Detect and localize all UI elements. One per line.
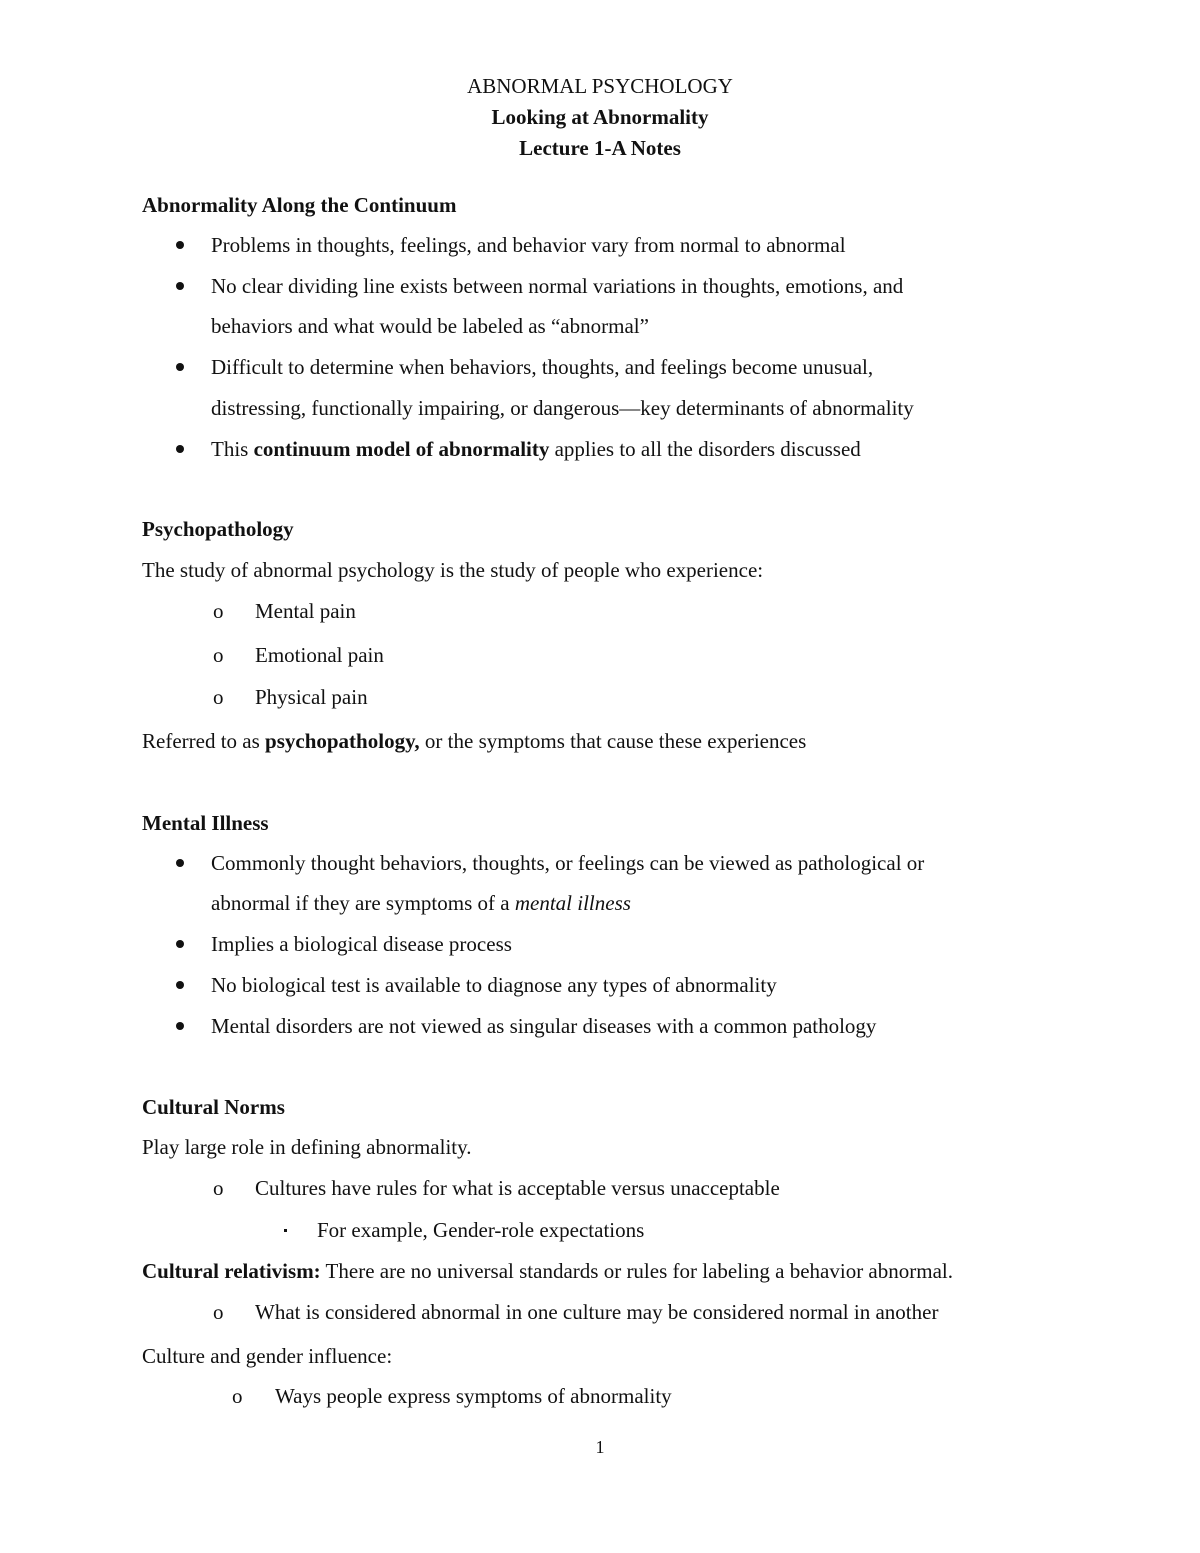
document-title: ABNORMAL PSYCHOLOGY	[467, 74, 733, 98]
circle-bullet-icon: o	[213, 643, 224, 667]
circle-bullet-icon: o	[232, 1384, 243, 1408]
key-term: continuum model of abnormality	[253, 437, 550, 461]
paragraph: The study of abnormal psychology is the study of people who experience:	[142, 558, 764, 582]
circle-bullet-icon: o	[213, 1300, 224, 1324]
list-item: Problems in thoughts, feelings, and behavior vary from normal to abnormal	[211, 233, 846, 257]
list-item: Mental pain	[255, 599, 356, 623]
page-number: 1	[595, 1437, 605, 1457]
section-heading-mental-illness: Mental Illness	[142, 811, 269, 835]
list-item: Physical pain	[255, 685, 368, 709]
bullet-icon	[176, 1022, 184, 1030]
bullet-icon	[176, 241, 184, 249]
bullet-icon	[176, 282, 184, 290]
small-square-bullet-icon	[284, 1229, 287, 1232]
paragraph: Cultural relativism: There are no universal standards or rules for labeling a behavior abnormal.	[142, 1259, 953, 1283]
paragraph: Play large role in defining abnormality.	[142, 1135, 472, 1159]
section-heading-psychopathology: Psychopathology	[142, 517, 294, 541]
list-item: Mental disorders are not viewed as singular diseases with a common pathology	[211, 1014, 877, 1038]
list-item: Difficult to determine when behaviors, thoughts, and feelings become unusual,	[211, 355, 874, 379]
list-item: Cultures have rules for what is acceptable versus unacceptable	[255, 1176, 780, 1200]
list-item: Ways people express symptoms of abnormality	[275, 1384, 672, 1408]
list-item: What is considered abnormal in one culture may be considered normal in another	[255, 1300, 939, 1324]
list-item: No biological test is available to diagnose any types of abnormality	[211, 973, 777, 997]
list-item: This continuum model of abnormality applies to all the disorders discussed	[211, 437, 861, 461]
bullet-icon	[176, 981, 184, 989]
section-heading-cultural-norms: Cultural Norms	[142, 1095, 285, 1119]
circle-bullet-icon: o	[213, 599, 224, 623]
key-term: psychopathology,	[265, 729, 420, 753]
circle-bullet-icon: o	[213, 1176, 224, 1200]
paragraph: Culture and gender influence:	[142, 1344, 393, 1368]
list-item-continuation: behaviors and what would be labeled as “abnormal”	[211, 314, 649, 338]
list-item: Implies a biological disease process	[211, 932, 512, 956]
bullet-icon	[176, 363, 184, 371]
lecture-label: Lecture 1-A Notes	[519, 136, 681, 160]
section-heading-continuum: Abnormality Along the Continuum	[142, 193, 457, 217]
key-term: mental illness	[514, 891, 631, 915]
bullet-icon	[176, 940, 184, 948]
list-item: Emotional pain	[255, 643, 384, 667]
list-item: For example, Gender-role expectations	[317, 1218, 645, 1242]
paragraph: Referred to as psychopathology, or the symptoms that cause these experiences	[142, 729, 807, 753]
document-subtitle: Looking at Abnormality	[491, 105, 709, 129]
circle-bullet-icon: o	[213, 685, 224, 709]
list-item: No clear dividing line exists between normal variations in thoughts, emotions, and	[211, 274, 904, 298]
list-item: Commonly thought behaviors, thoughts, or feelings can be viewed as pathological or	[211, 851, 925, 875]
key-term: Cultural relativism:	[142, 1259, 321, 1283]
list-item-continuation: distressing, functionally impairing, or dangerous—key determinants of abnormality	[211, 396, 914, 420]
bullet-icon	[176, 445, 184, 453]
bullet-icon	[176, 859, 184, 867]
list-item-continuation: abnormal if they are symptoms of a mental illness	[211, 891, 631, 915]
